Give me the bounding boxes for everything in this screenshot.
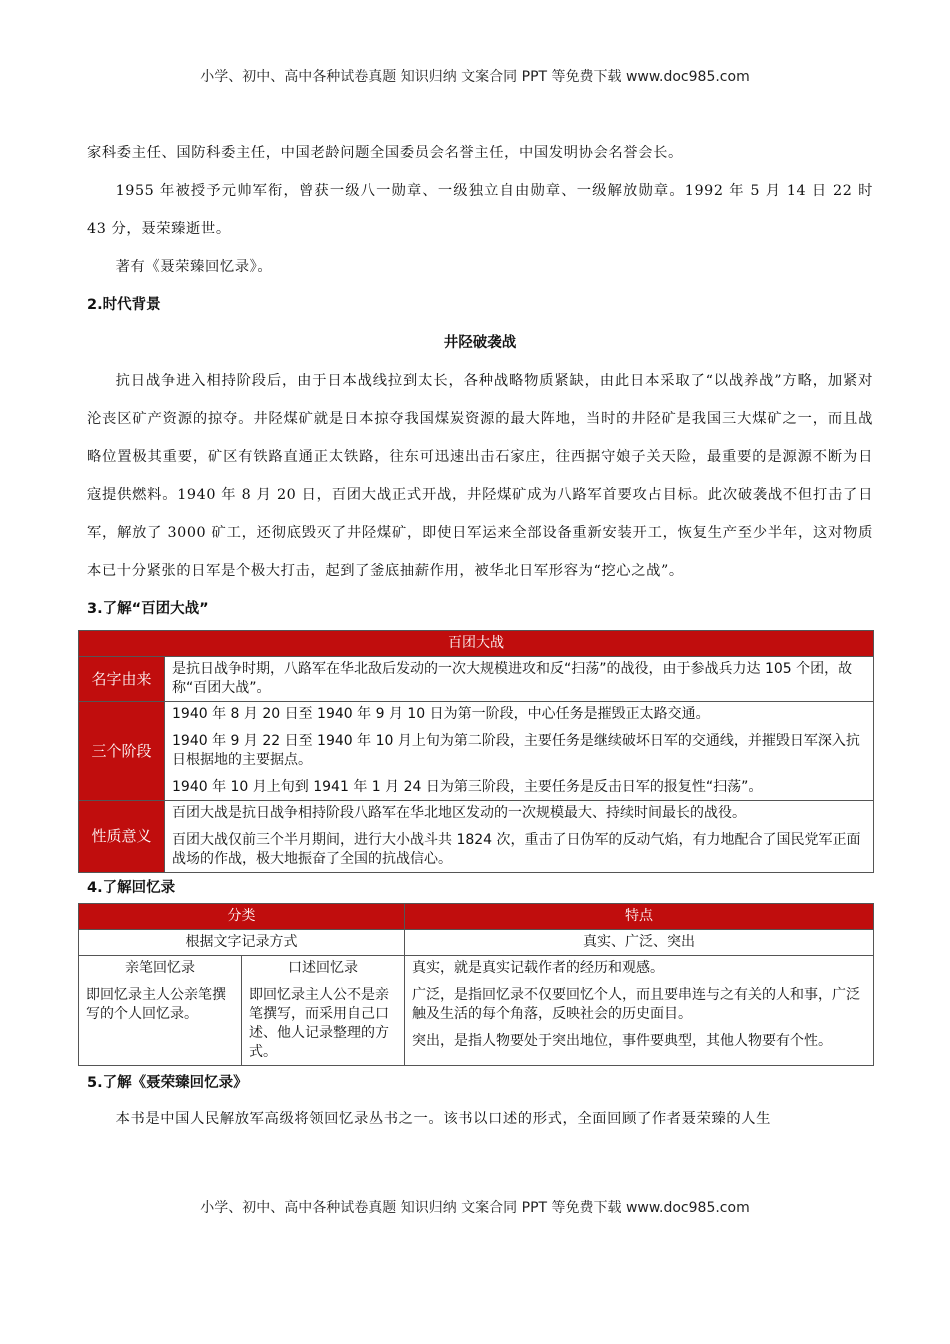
row-content-significance — [165, 801, 874, 873]
page-header: 小学、初中、高中各种试卷真题 知识归纳 文案合同 PPT 等免费下载 www.doc985.com — [200, 69, 750, 85]
trait-item: 广泛，是指回忆录不仅要回忆个人，而且要串连与之有关的人和事，广泛触及生活的每个角落，反映社会的历史面目。 — [412, 987, 860, 1022]
trait-item: 突出，是指人物要处于突出地位，事件要典型，其他人物要有个性。 — [412, 1033, 832, 1049]
table-row — [79, 657, 874, 702]
row-item: 1940 年 9 月 22 日至 1940 年 10 月上旬为第二阶段，主要任务是继续破坏日军的交通线，并摧毁日军深入抗日根据地的主要据点。 — [172, 733, 860, 768]
memoir-type-desc: 即回忆录主人公不是亲笔撰写，而采用自己口述、他人记录整理的方式。 — [249, 987, 389, 1060]
table-row — [79, 702, 874, 801]
intro-paragraph-1: 家科委主任、国防科委主任，中国老龄问题全国委员会名誉主任，中国发明协会名誉会长。 — [87, 145, 683, 161]
row-item: 百团大战是抗日战争相持阶段八路军在华北地区发动的一次规模最大、持续时间最长的战役。 — [172, 805, 746, 821]
row-item: 是抗日战争时期，八路军在华北敌后发动的一次大规模进攻和反“扫荡”的战役，由于参战兵力达 105 个团，故称“百团大战”。 — [172, 661, 853, 696]
trait-item: 真实，就是真实记载作者的经历和观感。 — [412, 960, 664, 976]
classification-basis: 根据文字记录方式 — [79, 930, 405, 956]
memoir-type-name: 亲笔回忆录 — [125, 960, 195, 976]
row-label-three-stages: 三个阶段 — [79, 702, 165, 801]
document-body — [87, 134, 873, 1138]
memoir-table — [78, 903, 874, 1066]
table-title: 百团大战 — [79, 631, 874, 657]
section-2-heading: 2.时代背景 — [87, 297, 161, 313]
memoir-type-oral — [242, 956, 405, 1066]
intro-paragraph-3: 著有《聂荣臻回忆录》。 — [115, 259, 273, 275]
row-item: 1940 年 10 月上旬到 1941 年 1 月 24 日为第三阶段，主要任务是反击日军的报复性“扫荡”。 — [172, 779, 763, 795]
memoir-type-desc: 即回忆录主人公亲笔撰写的个人回忆录。 — [86, 987, 226, 1022]
row-item: 1940 年 8 月 20 日至 1940 年 9 月 10 日为第一阶段，中心任务是摧毁正太路交通。 — [172, 706, 710, 722]
section-5-paragraph: 本书是中国人民解放军高级将领回忆录丛书之一。该书以口述的形式，全面回顾了作者聂荣臻的人生 — [115, 1111, 772, 1127]
row-item: 百团大战仅前三个半月期间，进行大小战斗共 1824 次，重击了日伪军的反动气焰，有力地配合了国民党军正面战场的作战，极大地振奋了全国的抗战信心。 — [172, 832, 861, 867]
column-header-traits: 特点 — [405, 904, 874, 930]
section-4-heading: 4.了解回忆录 — [87, 880, 176, 896]
section-2-paragraph: 抗日战争进入相持阶段后，由于日本战线拉到太长，各种战略物质紧缺，由此日本采取了“以战养战”方略，加紧对沦丧区矿产资源的掠夺。井陉煤矿就是日本掠夺我国煤炭资源的最大阵地，当时的井陉矿是我国三大煤矿之一，而且战略位置极其重要，矿区有铁路直通正太铁路，往东可迅速出击石家庄，往西据守娘子关天险，最重要的是源源不断为日寇提供燃料。1940 年 8 月 20 日，百团大战正式开战，井陉煤矿成为八路军首要攻占目标。此次破袭战不但打击了日军，解放了 3000 矿工，还彻底毁灭了井陉煤矿，即使日军运来全部设备重新安装开工，恢复生产至少半年，这对物质本已十分紧张的日军是个极大打击，起到了釜底抽薪作用，被华北日军形容为“挖心之战”。 — [87, 373, 873, 579]
row-content-name-origin — [165, 657, 874, 702]
section-5-heading: 5.了解《聂荣臻回忆录》 — [87, 1075, 248, 1091]
traits-summary: 真实、广泛、突出 — [405, 930, 874, 956]
intro-paragraph-2: 1955 年被授予元帅军衔，曾获一级八一勋章、一级独立自由勋章、一级解放勋章。1992 年 5 月 14 日 22 时 43 分，聂荣臻逝世。 — [87, 183, 873, 237]
column-header-category: 分类 — [79, 904, 405, 930]
section-3-heading: 3.了解“百团大战” — [87, 601, 209, 617]
table-row — [79, 801, 874, 873]
row-label-significance: 性质意义 — [79, 801, 165, 873]
hundred-regiments-table — [78, 630, 874, 873]
page-footer: 小学、初中、高中各种试卷真题 知识归纳 文案合同 PPT 等免费下载 www.doc985.com — [200, 1200, 750, 1216]
section-2-subtitle: 井陉破袭战 — [443, 335, 517, 351]
row-content-three-stages — [165, 702, 874, 801]
memoir-traits — [405, 956, 874, 1066]
row-label-name-origin: 名字由来 — [79, 657, 165, 702]
memoir-type-name: 口述回忆录 — [288, 960, 358, 976]
memoir-type-handwritten — [79, 956, 242, 1066]
